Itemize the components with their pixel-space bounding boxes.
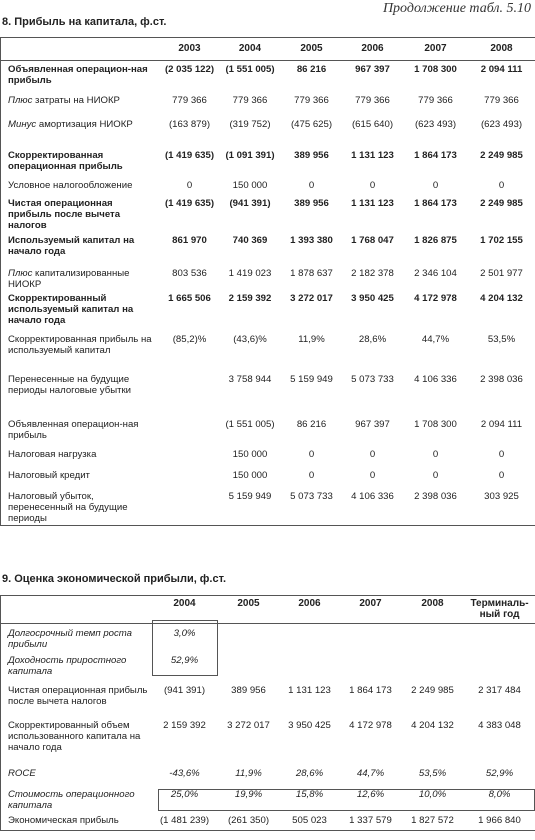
value-cell: 5 159 949 xyxy=(228,490,272,502)
value-cell: 2 398 036 xyxy=(480,373,523,385)
value-cell: 8,0% xyxy=(488,788,511,800)
value-cell: 53,5% xyxy=(418,767,447,779)
value-cell: 389 956 xyxy=(294,149,329,161)
header-row xyxy=(1,38,535,61)
table-row xyxy=(1,232,535,265)
value-cell: 779 366 xyxy=(355,94,390,106)
year-header: 2005 xyxy=(218,596,280,624)
year-header: 2007 xyxy=(340,596,402,624)
value-cell: 52,9% xyxy=(170,654,199,666)
value-cell: 967 397 xyxy=(355,64,390,75)
value-cell: 3 950 425 xyxy=(351,292,394,304)
table-row xyxy=(1,61,535,92)
row-label xyxy=(1,764,152,785)
value-cell: 2 094 111 xyxy=(480,64,523,75)
row-label xyxy=(1,811,152,831)
value-cell: 0 xyxy=(186,179,193,191)
row-label-text: Налоговая нагрузка xyxy=(8,448,97,460)
profit-on-capital-table xyxy=(0,37,535,526)
row-label-prefix: Плюс xyxy=(8,267,33,279)
value-cell xyxy=(340,624,402,651)
value-cell: 44,7% xyxy=(356,767,385,779)
value-cell: 53,5% xyxy=(487,333,516,345)
table-row xyxy=(1,446,535,467)
row-label-text: Используемый капитал на начало года xyxy=(8,234,135,257)
row-label xyxy=(1,624,152,651)
value-cell: 0 xyxy=(308,469,315,481)
section-9-title: 9. Оценка экономической прибыли, ф.ст. xyxy=(2,573,227,585)
row-label xyxy=(1,716,152,764)
value-cell: (1 091 391) xyxy=(225,149,275,161)
table-row xyxy=(1,764,535,785)
row-label-prefix: Плюс xyxy=(8,94,33,106)
value-cell: 389 956 xyxy=(231,684,266,696)
row-label-text: Стоимость операционного капитала xyxy=(8,788,135,811)
table-row xyxy=(1,488,535,526)
value-cell: -43,6% xyxy=(169,767,200,779)
value-cell xyxy=(161,416,219,446)
value-cell: 150 000 xyxy=(232,448,268,460)
value-cell: (475 625) xyxy=(290,118,333,130)
value-cell: 1 419 023 xyxy=(228,267,272,279)
value-cell xyxy=(340,651,402,681)
value-cell: 0 xyxy=(369,179,376,191)
value-cell: 779 366 xyxy=(484,94,519,106)
row-label xyxy=(1,92,161,116)
header-label-cell xyxy=(1,38,161,61)
table-row xyxy=(1,147,535,177)
value-cell xyxy=(161,446,219,467)
value-cell: 1 966 840 xyxy=(478,814,521,826)
value-cell: 0 xyxy=(432,179,439,191)
year-header: Терминаль-ный год xyxy=(464,596,535,624)
value-cell: 5 159 949 xyxy=(290,373,333,385)
value-cell: 1 708 300 xyxy=(414,418,457,430)
value-cell: 3 950 425 xyxy=(288,719,331,731)
row-label xyxy=(1,195,161,232)
row-label-text: Скорректированная прибыль на используемый капитал xyxy=(8,333,152,356)
value-cell: 0 xyxy=(498,469,505,481)
value-cell: 1 827 572 xyxy=(411,814,454,826)
value-cell: 1 131 123 xyxy=(351,149,394,161)
value-cell: 1 768 047 xyxy=(351,234,394,246)
value-cell xyxy=(464,624,535,651)
value-cell: 2 249 985 xyxy=(411,684,454,696)
value-cell: 0 xyxy=(432,448,439,460)
value-cell xyxy=(280,624,340,651)
value-cell xyxy=(402,624,464,651)
row-label-text: Скорректированная операционная прибыль xyxy=(8,149,123,172)
cost-of-capital-box xyxy=(158,789,535,811)
value-cell: 44,7% xyxy=(421,333,450,345)
value-cell: 2 249 985 xyxy=(480,197,523,209)
value-cell: 10,0% xyxy=(418,788,447,800)
value-cell: (1 419 635) xyxy=(164,149,215,161)
value-cell: 4 204 132 xyxy=(411,719,454,731)
row-label xyxy=(1,785,152,811)
year-header: 2004 xyxy=(219,38,282,61)
value-cell: 12,6% xyxy=(356,788,385,800)
value-cell xyxy=(161,467,219,488)
value-cell: 3 758 944 xyxy=(228,373,272,385)
row-label xyxy=(1,467,161,488)
row-label-text: Объявленная операцион-ная прибыль xyxy=(8,418,139,441)
row-label-text: Скорректированный используемый капитал на начало года xyxy=(8,292,134,326)
value-cell: 1 708 300 xyxy=(414,64,457,75)
table-row xyxy=(1,624,535,651)
row-label xyxy=(1,177,161,195)
value-cell xyxy=(161,371,219,416)
value-cell: (623 493) xyxy=(414,118,457,130)
value-cell: 2 501 977 xyxy=(480,267,523,279)
row-label xyxy=(1,446,161,467)
value-cell: 86 216 xyxy=(296,64,327,75)
year-header: 2008 xyxy=(402,596,464,624)
row-label-text: капитализированные НИОКР xyxy=(8,267,130,290)
value-cell: 3 272 017 xyxy=(290,292,333,304)
table-row xyxy=(1,265,535,290)
value-cell: 150 000 xyxy=(232,469,268,481)
value-cell: 2 398 036 xyxy=(414,490,457,502)
value-cell: 1 864 173 xyxy=(414,149,457,161)
value-cell: 1 702 155 xyxy=(480,234,523,246)
value-cell: 505 023 xyxy=(292,814,327,826)
table-row xyxy=(1,195,535,232)
value-cell: 1 393 380 xyxy=(290,234,333,246)
value-cell: 15,8% xyxy=(295,788,324,800)
value-cell: 2 159 392 xyxy=(163,719,206,731)
row-label-text: затраты на НИОКР xyxy=(32,94,120,106)
value-cell: 19,9% xyxy=(234,788,263,800)
value-cell: 779 366 xyxy=(294,94,329,106)
value-cell: 0 xyxy=(369,448,376,460)
value-cell xyxy=(464,651,535,681)
table-row xyxy=(1,177,535,195)
value-cell: 740 369 xyxy=(232,234,268,246)
value-cell: (2 035 122) xyxy=(164,64,215,75)
row-label-text: амортизация НИОКР xyxy=(36,118,133,130)
value-cell: 0 xyxy=(498,448,505,460)
value-cell: 779 366 xyxy=(418,94,453,106)
row-label xyxy=(1,651,152,681)
value-cell: 0 xyxy=(308,179,315,191)
value-cell: 1 864 173 xyxy=(349,684,392,696)
value-cell: 0 xyxy=(498,179,505,191)
value-cell: 5 073 733 xyxy=(290,490,333,502)
value-cell: 803 536 xyxy=(172,267,207,279)
value-cell: (1 551 005) xyxy=(225,418,275,430)
row-label xyxy=(1,488,161,526)
value-cell: (261 350) xyxy=(227,814,270,826)
year-header: 2008 xyxy=(468,38,535,61)
value-cell: 861 970 xyxy=(172,234,207,246)
row-label xyxy=(1,232,161,265)
value-cell: 4 383 048 xyxy=(478,719,521,731)
value-cell: 4 106 336 xyxy=(351,490,394,502)
value-cell: 389 956 xyxy=(294,197,329,209)
row-label-text: Скорректированный объем использованного капитала на начало года xyxy=(8,719,141,753)
row-label-text: Налоговый убыток, перенесенный на будущие периоды xyxy=(8,490,128,524)
row-label xyxy=(1,681,152,716)
value-cell: (1 551 005) xyxy=(225,64,275,75)
value-cell: (615 640) xyxy=(351,118,394,130)
header-row xyxy=(1,596,535,624)
row-label xyxy=(1,371,161,416)
table-row xyxy=(1,716,535,764)
value-cell: 2 346 104 xyxy=(414,267,457,279)
value-cell xyxy=(161,488,219,526)
value-cell: 967 397 xyxy=(355,418,390,430)
value-cell: 1 665 506 xyxy=(168,292,211,304)
value-cell: 150 000 xyxy=(232,179,268,191)
table-row xyxy=(1,681,535,716)
row-label-text: ROCE xyxy=(8,767,36,779)
section-8-title: 8. Прибыль на капитала, ф.ст. xyxy=(2,16,167,28)
value-cell: (319 752) xyxy=(229,118,271,130)
value-cell: (85,2)% xyxy=(172,333,207,345)
value-cell: 11,9% xyxy=(298,333,325,345)
value-cell: 86 216 xyxy=(296,418,327,430)
row-label-text: Перенесенные на будущие периоды налоговые убытки xyxy=(8,373,132,396)
row-label xyxy=(1,116,161,147)
table-row xyxy=(1,116,535,147)
value-cell: 28,6% xyxy=(295,767,324,779)
value-cell: 4 172 978 xyxy=(414,292,457,304)
value-cell: 4 106 336 xyxy=(414,373,457,385)
row-label-text: Доходность приростного капитала xyxy=(8,654,127,677)
year-header: 2006 xyxy=(280,596,340,624)
table-row xyxy=(1,371,535,416)
value-cell: 1 878 637 xyxy=(290,267,333,279)
value-cell: 2 159 392 xyxy=(228,292,272,304)
table-row xyxy=(1,416,535,446)
row-label xyxy=(1,61,161,92)
value-cell: 2 094 111 xyxy=(480,418,523,430)
value-cell: 52,9% xyxy=(485,767,514,779)
row-label-text: Условное налогообложение xyxy=(8,179,133,191)
row-label-text: Чистая операционная прибыль после вычета налогов xyxy=(8,197,121,231)
growth-assumptions-box xyxy=(152,620,218,676)
row-label-prefix: Минус xyxy=(8,118,37,130)
table-row xyxy=(1,651,535,681)
value-cell xyxy=(218,651,280,681)
value-cell: 25,0% xyxy=(170,788,199,800)
value-cell: (43,6)% xyxy=(233,333,267,345)
value-cell: (163 879) xyxy=(168,118,211,130)
table-row xyxy=(1,811,535,831)
value-cell: 1 337 579 xyxy=(349,814,392,826)
year-header: 2004 xyxy=(152,596,218,624)
row-label xyxy=(1,416,161,446)
value-cell: 1 131 123 xyxy=(351,197,394,209)
value-cell xyxy=(280,651,340,681)
value-cell: 4 204 132 xyxy=(480,292,523,304)
value-cell xyxy=(402,651,464,681)
value-cell: 779 366 xyxy=(172,94,207,106)
row-label-text: Экономическая прибыль xyxy=(8,814,119,826)
row-label-text: Налоговый кредит xyxy=(8,469,90,481)
value-cell: (623 493) xyxy=(480,118,523,130)
value-cell: 0 xyxy=(369,469,376,481)
row-label-text: Долгосрочный темп роста прибыли xyxy=(8,628,133,650)
value-cell: 5 073 733 xyxy=(351,373,394,385)
year-header: 2005 xyxy=(282,38,342,61)
year-header: 2007 xyxy=(404,38,468,61)
value-cell: 28,6% xyxy=(358,333,387,345)
table-row xyxy=(1,467,535,488)
value-cell: 3 272 017 xyxy=(227,719,270,731)
value-cell: 0 xyxy=(308,448,315,460)
table-row xyxy=(1,92,535,116)
value-cell: (1 419 635) xyxy=(164,197,215,209)
value-cell: 2 182 378 xyxy=(351,267,394,279)
header-label-cell xyxy=(1,596,152,624)
value-cell: 1 826 875 xyxy=(414,234,457,246)
value-cell: (941 391) xyxy=(163,684,206,696)
value-cell: 779 366 xyxy=(232,94,268,106)
table-row xyxy=(1,331,535,371)
value-cell: 1 864 173 xyxy=(414,197,457,209)
value-cell: 1 131 123 xyxy=(288,684,331,696)
value-cell: 303 925 xyxy=(484,490,519,502)
row-label-text: Объявленная операцион-ная прибыль xyxy=(8,64,148,86)
value-cell: 2 317 484 xyxy=(478,684,521,696)
value-cell: 0 xyxy=(432,469,439,481)
row-label-text: Чистая операционная прибыль после вычета налогов xyxy=(8,684,148,707)
value-cell: 3,0% xyxy=(173,628,196,639)
value-cell: (1 481 239) xyxy=(159,814,210,826)
value-cell xyxy=(218,624,280,651)
continuation-caption: Продолжение табл. 5.10 xyxy=(382,1,531,16)
value-cell: 2 249 985 xyxy=(480,149,523,161)
row-label xyxy=(1,265,161,290)
value-cell: (941 391) xyxy=(229,197,271,209)
value-cell: 4 172 978 xyxy=(349,719,392,731)
row-label xyxy=(1,290,161,331)
table-row xyxy=(1,290,535,331)
row-label xyxy=(1,331,161,371)
row-label xyxy=(1,147,161,177)
year-header: 2003 xyxy=(161,38,219,61)
value-cell: 11,9% xyxy=(235,767,262,779)
year-header: 2006 xyxy=(342,38,404,61)
